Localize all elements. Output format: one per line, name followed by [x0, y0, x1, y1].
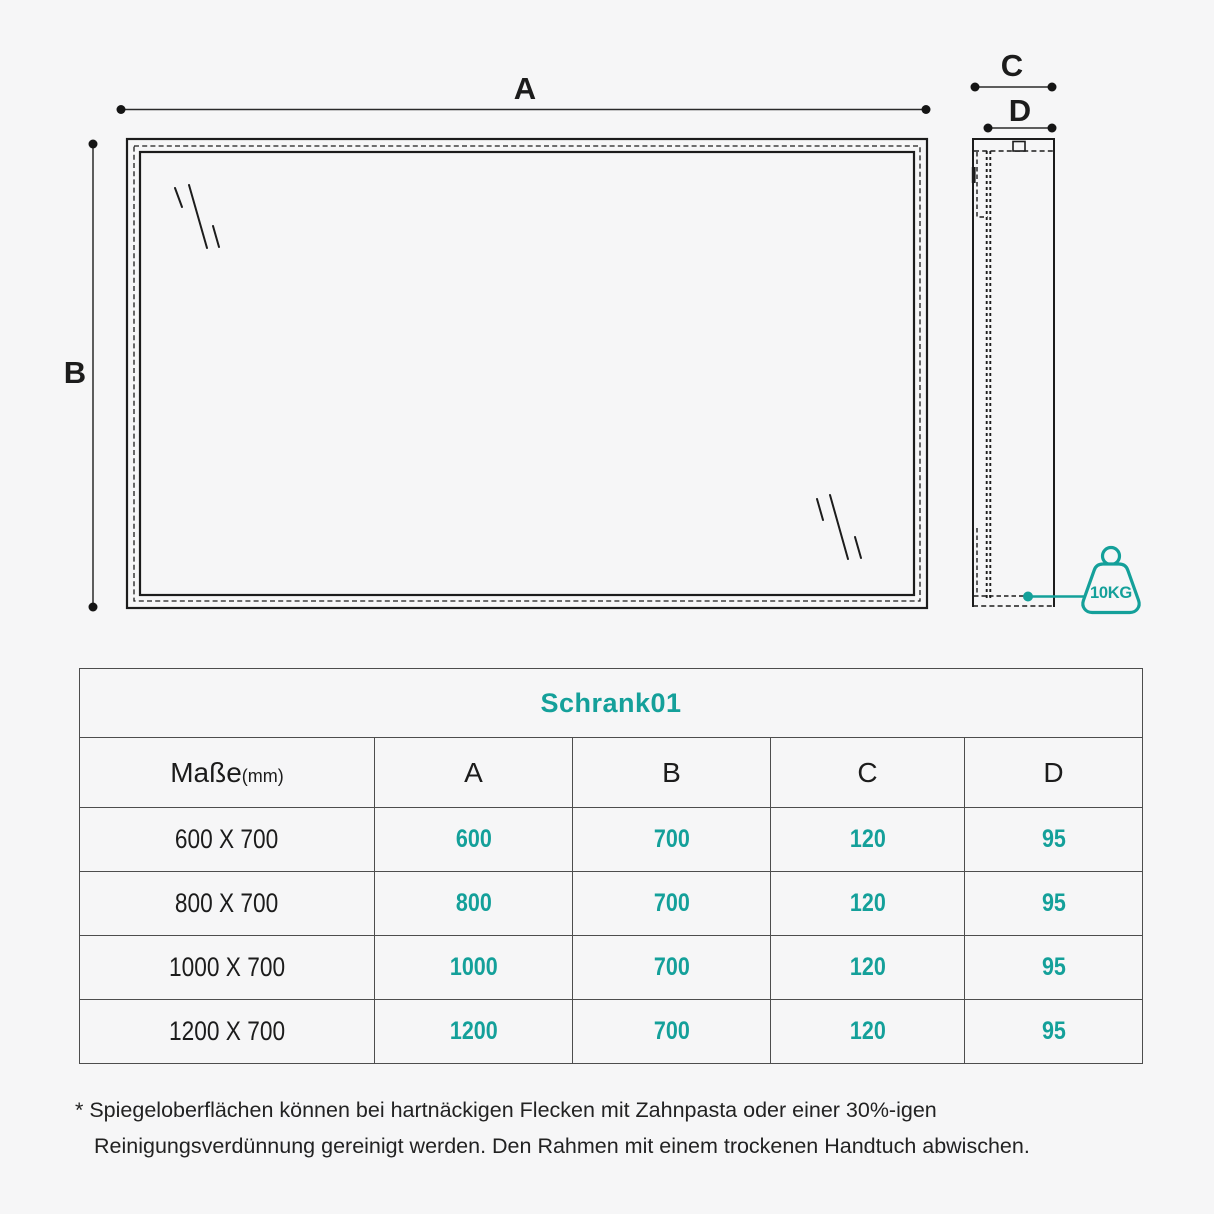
value-cell-a: 1200 [449, 1017, 498, 1045]
value-cell-b: 700 [653, 953, 690, 981]
dimension-b-dot-bottom [89, 603, 98, 612]
table-header-dimensions [80, 738, 375, 808]
footnote-line-1: * Spiegeloberflächen können bei hartnäckigen Flecken mit Zahnpasta oder einer 30%-igen [75, 1098, 937, 1122]
reflection-marks-top-left [175, 185, 219, 248]
dimensions-unit: (mm) [241, 765, 284, 786]
value-cell-a: 600 [455, 825, 492, 853]
spec-table [79, 668, 1143, 1064]
reflection-marks-bottom-right [817, 495, 861, 559]
dimension-d [984, 93, 1057, 133]
table-header-d: D [965, 738, 1143, 808]
weight-leader-dot [1023, 592, 1033, 602]
size-cell: 600 X 700 [175, 824, 279, 854]
care-footnote [75, 1092, 1185, 1164]
cabinet-side-view [972, 139, 1054, 607]
side-view-outline [973, 139, 1054, 607]
weight-label: 10KG [1090, 584, 1132, 602]
mounting-bracket [1013, 142, 1025, 152]
table-row [80, 872, 1143, 936]
dimension-b [64, 140, 98, 612]
value-cell-d: 95 [1041, 1017, 1066, 1045]
dimension-c-dot-right [1048, 83, 1057, 92]
value-cell-c: 120 [849, 825, 886, 853]
size-cell: 1200 X 700 [168, 1016, 286, 1046]
value-cell-c: 120 [849, 889, 886, 917]
table-row [80, 808, 1143, 872]
table-row [80, 1000, 1143, 1064]
dimension-c-label: C [1000, 48, 1024, 83]
side-view-lower-hidden-detail [974, 528, 1026, 596]
value-cell-c: 120 [849, 953, 886, 981]
dimensions-label: Maße [170, 756, 242, 788]
value-cell-b: 700 [653, 825, 690, 853]
dimension-d-dot-right [1048, 124, 1057, 133]
footnote-line-2: Reinigungsverdünnung gereinigt werden. Den Rahmen mit einem trockenen Handtuch abwischen. [94, 1134, 1030, 1158]
table-row [80, 936, 1143, 1000]
table-header-a: A [375, 738, 573, 808]
table-title: Schrank01 [80, 669, 1143, 738]
dimension-a [117, 71, 931, 114]
dimension-c-dot-left [971, 83, 980, 92]
value-cell-b: 700 [653, 1017, 690, 1045]
mirror-hidden-edge [134, 146, 920, 601]
dimension-c [971, 48, 1057, 92]
value-cell-c: 120 [849, 1017, 886, 1045]
mirror-glass-edge [140, 152, 914, 595]
value-cell-b: 700 [653, 889, 690, 917]
dimension-d-label: D [1008, 93, 1032, 128]
table-header-c: C [771, 738, 965, 808]
weight-capacity [1023, 548, 1139, 613]
weight-icon-handle [1103, 548, 1120, 565]
value-cell-d: 95 [1041, 825, 1066, 853]
value-cell-d: 95 [1041, 889, 1066, 917]
table-header-b: B [573, 738, 771, 808]
dimension-b-dot-top [89, 140, 98, 149]
dimension-d-dot-left [984, 124, 993, 133]
dimension-a-dot-right [922, 105, 931, 114]
dimension-a-label: A [513, 71, 537, 106]
mirror-outer-frame [127, 139, 927, 608]
value-cell-a: 800 [455, 889, 492, 917]
size-cell: 800 X 700 [175, 888, 279, 918]
hinge-block [972, 167, 976, 183]
dimension-b-label: B [63, 355, 87, 390]
size-cell: 1000 X 700 [168, 952, 286, 982]
value-cell-a: 1000 [449, 953, 498, 981]
mirror-front-view [127, 139, 927, 608]
value-cell-d: 95 [1041, 953, 1066, 981]
dimension-a-dot-left [117, 105, 126, 114]
